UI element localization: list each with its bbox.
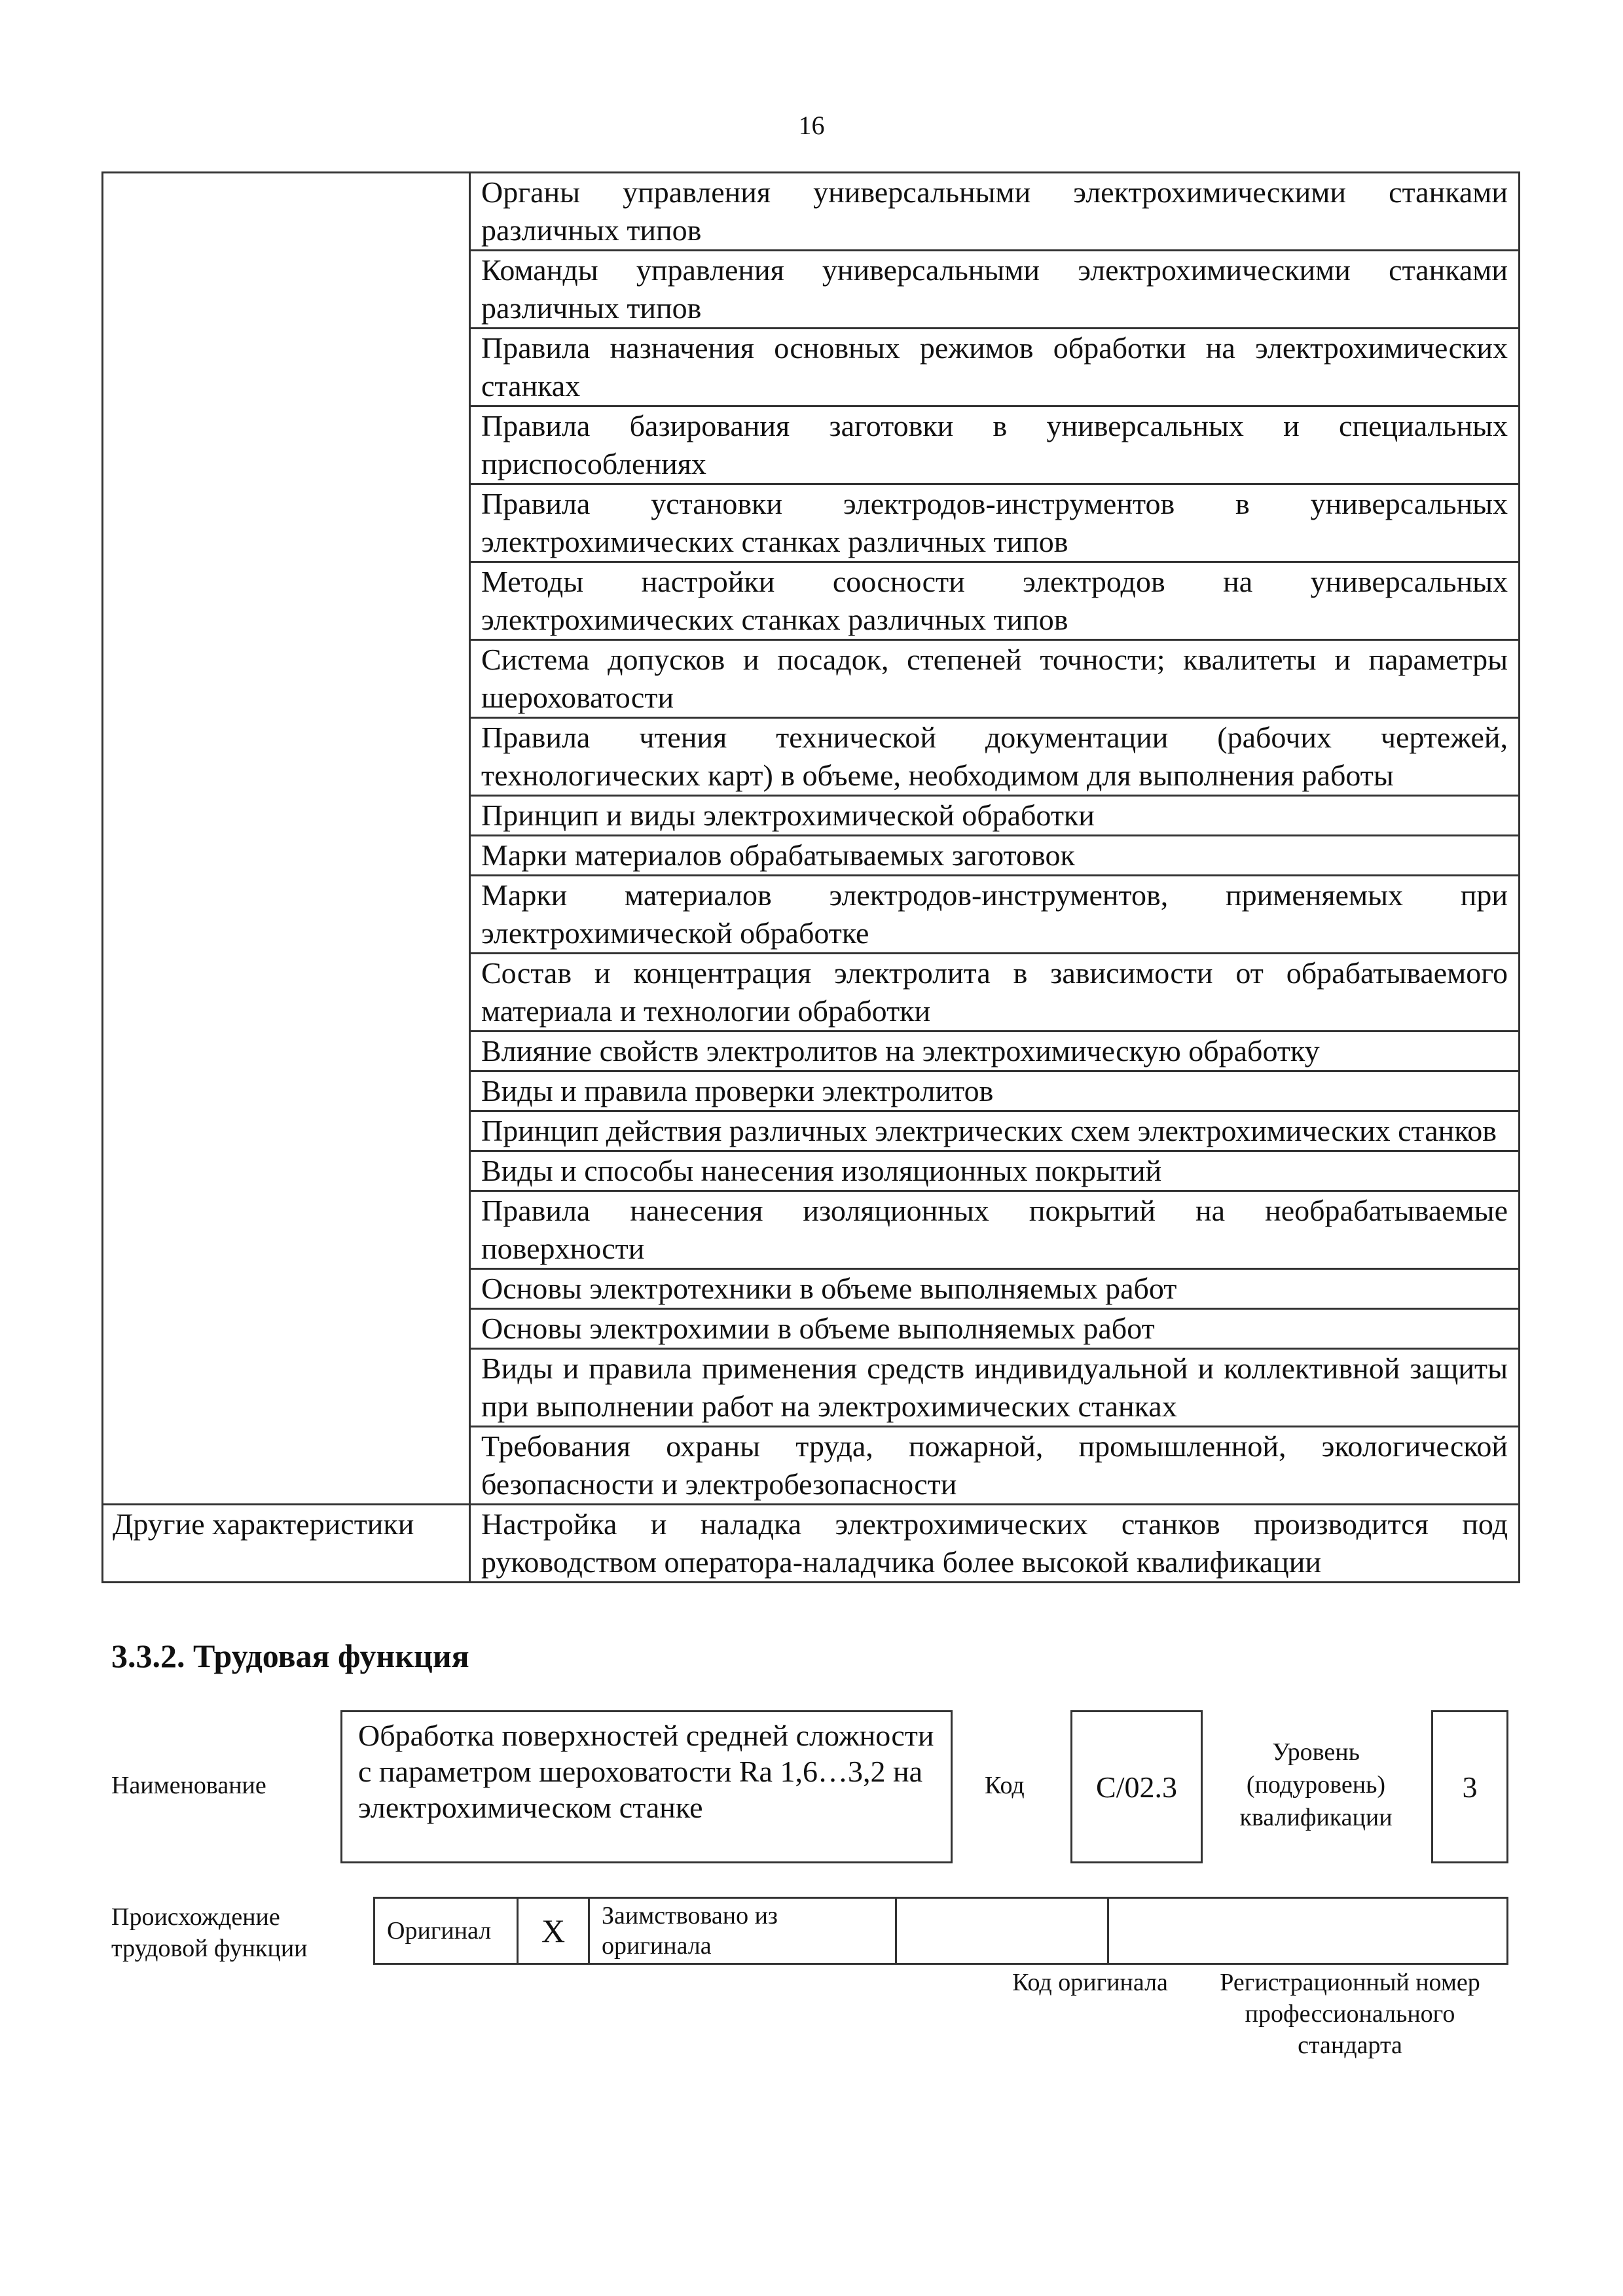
- original-mark: X: [518, 1898, 589, 1964]
- level-value-box: 3: [1431, 1710, 1508, 1863]
- borrowed-label: Заимствовано из оригинала: [589, 1898, 896, 1964]
- original-code-caption: Код оригинала: [1012, 1969, 1168, 1996]
- code-label: Код: [985, 1772, 1025, 1799]
- knowledge-item: Виды и правила применения средств индивидуальной и коллективной защиты при выполнении работ на электрохимических станках: [470, 1349, 1520, 1427]
- knowledge-item: Виды и способы нанесения изоляционных покрытий: [470, 1151, 1520, 1191]
- knowledge-item: Правила чтения технической документации (рабочих чертежей, технологических карт) в объеме, необходимом для выполнения работы: [470, 718, 1520, 796]
- function-code-box: C/02.3: [1070, 1710, 1203, 1863]
- knowledge-row: [103, 173, 1520, 251]
- knowledge-item: Влияние свойств электролитов на электрохимическую обработку: [470, 1031, 1520, 1071]
- origin-label: Происхождение трудовой функции: [111, 1903, 308, 1962]
- knowledge-item: Состав и концентрация электролита в зависимости от обрабатываемого материала и технологии обработки: [470, 954, 1520, 1031]
- knowledge-item: Методы настройки соосности электродов на универсальных электрохимических станках различных типов: [470, 562, 1520, 640]
- knowledge-item: Основы электрохимии в объеме выполняемых работ: [470, 1309, 1520, 1349]
- knowledge-item: Требования охраны труда, пожарной, промышленной, экологической безопасности и электробезопасности: [470, 1427, 1520, 1505]
- other-characteristics-text: Настройка и наладка электрохимических станков производится под руководством оператора-наладчика более высокой квалификации: [470, 1505, 1520, 1583]
- registration-number-caption: Регистрационный номер профессионального стандарта: [1220, 1969, 1480, 2059]
- knowledge-item: Виды и правила проверки электролитов: [470, 1071, 1520, 1111]
- level-label: Уровень (подуровень) квалификации: [1239, 1738, 1393, 1831]
- knowledge-table: [101, 171, 1520, 1583]
- knowledge-item: Правила установки электродов-инструментов в универсальных электрохимических станках различных типов: [470, 484, 1520, 562]
- original-label: Оригинал: [374, 1898, 518, 1964]
- knowledge-item: Система допусков и посадок, степеней точности; квалитеты и параметры шероховатости: [470, 640, 1520, 718]
- name-label: Наименование: [111, 1772, 266, 1799]
- knowledge-item: Органы управления универсальными электрохимическими станками различных типов: [470, 173, 1520, 251]
- original-code-cell: [896, 1898, 1108, 1964]
- page-number: 16: [798, 111, 825, 140]
- knowledge-table-body: [103, 173, 1520, 1583]
- knowledge-item: Правила базирования заготовки в универсальных и специальных приспособлениях: [470, 406, 1520, 484]
- other-characteristics-row: [103, 1505, 1520, 1583]
- knowledge-item: Правила назначения основных режимов обработки на электрохимических станках: [470, 329, 1520, 406]
- knowledge-item: Принцип и виды электрохимической обработки: [470, 796, 1520, 836]
- section-heading: 3.3.2. Трудовая функция: [111, 1638, 469, 1674]
- other-characteristics-label: Другие характеристики: [103, 1505, 470, 1583]
- knowledge-item: Основы электротехники в объеме выполняемых работ: [470, 1269, 1520, 1309]
- knowledge-item: Принцип действия различных электрических схем электрохимических станков: [470, 1111, 1520, 1151]
- knowledge-item: Марки материалов электродов-инструментов, применяемых при электрохимической обработке: [470, 876, 1520, 954]
- registration-number-cell: [1108, 1898, 1508, 1964]
- knowledge-item: Марки материалов обрабатываемых заготовок: [470, 836, 1520, 876]
- knowledge-item: Команды управления универсальными электрохимическими станками различных типов: [470, 251, 1520, 329]
- function-name-box: Обработка поверхностей средней сложности с параметром шероховатости Ra 1,6…3,2 на электрохимическом станке: [340, 1710, 953, 1863]
- knowledge-label-cell: [103, 173, 470, 1505]
- origin-table: [373, 1897, 1508, 1965]
- knowledge-item: Правила нанесения изоляционных покрытий на необрабатываемые поверхности: [470, 1191, 1520, 1269]
